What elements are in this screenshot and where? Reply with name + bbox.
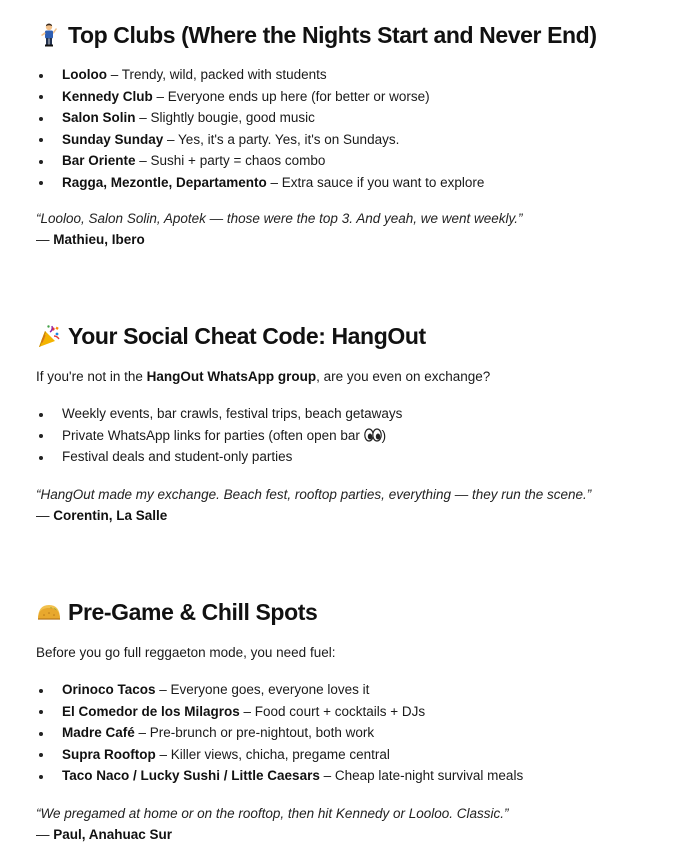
- list-item: Kennedy Club – Everyone ends up here (for better or worse): [36, 86, 666, 108]
- section-pregame: [36, 597, 666, 845]
- section-title: Top Clubs (Where the Nights Start and Never End): [68, 22, 597, 48]
- section-intro: If you're not in the HangOut WhatsApp group, are you even on exchange?: [36, 369, 491, 384]
- list-item: Sunday Sunday – Yes, it's a party. Yes, it's on Sundays.: [36, 129, 666, 151]
- testimonial-quote: “HangOut made my exchange. Beach fest, rooftop parties, everything — they run the scene.”: [36, 486, 592, 502]
- list-item: Orinoco Tacos – Everyone goes, everyone loves it: [36, 679, 666, 701]
- testimonial-attribution: — Paul, Anahuac Sur: [36, 826, 173, 842]
- list-item: Salon Solin – Slightly bougie, good music: [36, 107, 666, 129]
- list-item: Supra Rooftop – Killer views, chicha, pregame central: [36, 744, 666, 766]
- list-item: Private WhatsApp links for parties (often open bar ): [36, 425, 666, 447]
- section-title: Your Social Cheat Code: HangOut: [68, 323, 426, 349]
- list-item: El Comedor de los Milagros – Food court + cocktails + DJs: [36, 701, 666, 723]
- section-hangout: [36, 321, 666, 526]
- testimonial-attribution: — Corentin, La Salle: [36, 507, 168, 523]
- party-popper-icon: [36, 323, 62, 349]
- hangout-perks-list: [36, 403, 666, 468]
- section-heading: [36, 20, 666, 50]
- list-item: Ragga, Mezontle, Departamento – Extra sauce if you want to explore: [36, 172, 666, 194]
- club-list: [36, 64, 666, 193]
- list-item: Weekly events, bar crawls, festival trips, beach getaways: [36, 403, 666, 425]
- section-heading: [36, 321, 666, 351]
- testimonial-quote: “Looloo, Salon Solin, Apotek — those were the top 3. And yeah, we went weekly.”: [36, 211, 523, 226]
- list-item: Bar Oriente – Sushi + party = chaos combo: [36, 150, 666, 172]
- section-heading: [36, 597, 666, 627]
- testimonial-quote: “We pregamed at home or on the rooftop, then hit Kennedy or Looloo. Classic.”: [36, 805, 509, 821]
- list-item: Madre Café – Pre-brunch or pre-nightout, both work: [36, 722, 666, 744]
- section-intro: Before you go full reggaeton mode, you need fuel:: [36, 645, 336, 660]
- list-item: Looloo – Trendy, wild, packed with students: [36, 64, 666, 86]
- list-item: Taco Naco / Lucky Sushi / Little Caesars – Cheap late-night survival meals: [36, 765, 666, 787]
- spots-list: [36, 679, 666, 787]
- section-title: Pre-Game & Chill Spots: [68, 599, 318, 625]
- dancer-icon: [36, 22, 62, 48]
- section-top-clubs: [36, 20, 666, 250]
- eyes-icon: [364, 428, 382, 442]
- testimonial-attribution: — Mathieu, Ibero: [36, 232, 145, 247]
- taco-icon: [36, 599, 62, 625]
- list-item: Festival deals and student-only parties: [36, 446, 666, 468]
